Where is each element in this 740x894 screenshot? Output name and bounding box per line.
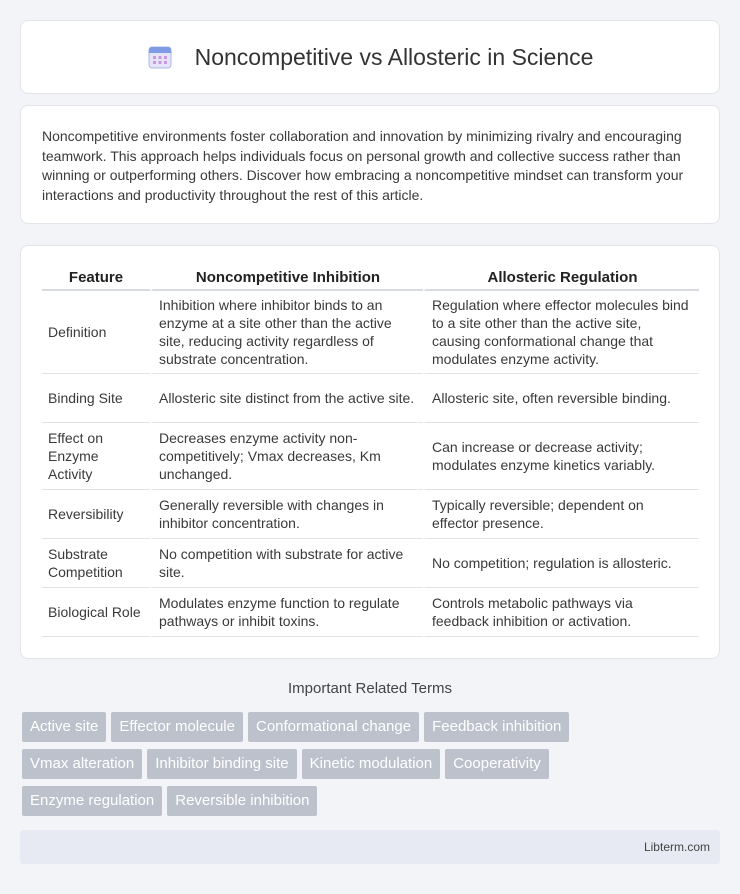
row-noncompetitive: Modulates enzyme function to regulate pathways or inhibit toxins. xyxy=(150,588,423,637)
tag-kinetic-modulation[interactable]: Kinetic modulation xyxy=(302,749,441,779)
row-allosteric: Can increase or decrease activity; modulates enzyme kinetics variably. xyxy=(423,423,699,490)
tag-vmax-alteration[interactable]: Vmax alteration xyxy=(22,749,142,779)
header-feature: Feature xyxy=(42,266,150,291)
table-row xyxy=(42,374,699,423)
row-feature: Reversibility xyxy=(42,490,150,539)
intro-paragraph: Noncompetitive environments foster collaboration and innovation by minimizing rivalry and encouraging teamwork. This approach helps individuals focus on personal growth and collective success rather than winning or outperforming others. Discover how embracing a noncompetitive mindset can transform your interactions and productivity throughout the rest of this article. xyxy=(42,128,684,203)
page-title: Noncompetitive vs Allosteric in Science xyxy=(194,43,594,70)
table-header-row xyxy=(42,266,699,291)
table-row xyxy=(42,291,699,374)
row-feature: Binding Site xyxy=(42,374,150,423)
comparison-card xyxy=(20,245,720,659)
comparison-table xyxy=(42,266,699,637)
row-allosteric: Typically reversible; dependent on effector presence. xyxy=(423,490,699,539)
tag-cooperativity[interactable]: Cooperativity xyxy=(445,749,549,779)
related-terms-title: Important Related Terms xyxy=(288,680,452,697)
header-allosteric: Allosteric Regulation xyxy=(423,266,699,291)
footer xyxy=(20,830,720,864)
row-allosteric: No competition; regulation is allosteric. xyxy=(423,539,699,588)
header-noncompetitive: Noncompetitive Inhibition xyxy=(150,266,423,291)
tag-inhibitor-binding-site[interactable]: Inhibitor binding site xyxy=(147,749,296,779)
table-row xyxy=(42,588,699,637)
row-feature: Biological Role xyxy=(42,588,150,637)
tag-feedback-inhibition[interactable]: Feedback inhibition xyxy=(424,712,569,742)
row-noncompetitive: No competition with substrate for active site. xyxy=(150,539,423,588)
tag-conformational-change[interactable]: Conformational change xyxy=(248,712,419,742)
row-noncompetitive: Decreases enzyme activity non-competitively; Vmax decreases, Km unchanged. xyxy=(150,423,423,490)
row-feature: Substrate Competition xyxy=(42,539,150,588)
table-row xyxy=(42,490,699,539)
tag-active-site[interactable]: Active site xyxy=(22,712,106,742)
tag-reversible-inhibition[interactable]: Reversible inhibition xyxy=(167,786,317,816)
row-allosteric: Allosteric site, often reversible binding. xyxy=(423,374,699,423)
row-allosteric: Controls metabolic pathways via feedback inhibition or activation. xyxy=(423,588,699,637)
footer-site-link[interactable]: Libterm.com xyxy=(643,840,710,854)
row-noncompetitive: Generally reversible with changes in inhibitor concentration. xyxy=(150,490,423,539)
title-card xyxy=(20,20,720,94)
row-noncompetitive: Allosteric site distinct from the active site. xyxy=(150,374,423,423)
table-row xyxy=(42,539,699,588)
table-row xyxy=(42,423,699,490)
row-feature: Effect on Enzyme Activity xyxy=(42,423,150,490)
calendar-icon xyxy=(147,44,173,70)
row-feature: Definition xyxy=(42,291,150,374)
intro-card xyxy=(20,105,720,224)
row-noncompetitive: Inhibition where inhibitor binds to an enzyme at a site other than the active site, reducing activity regardless of substrate concentration. xyxy=(150,291,423,374)
row-allosteric: Regulation where effector molecules bind to a site other than the active site, causing conformational change that modulates enzyme activity. xyxy=(423,291,699,374)
related-terms-list xyxy=(22,712,722,823)
tag-enzyme-regulation[interactable]: Enzyme regulation xyxy=(22,786,162,816)
tag-effector-molecule[interactable]: Effector molecule xyxy=(111,712,243,742)
